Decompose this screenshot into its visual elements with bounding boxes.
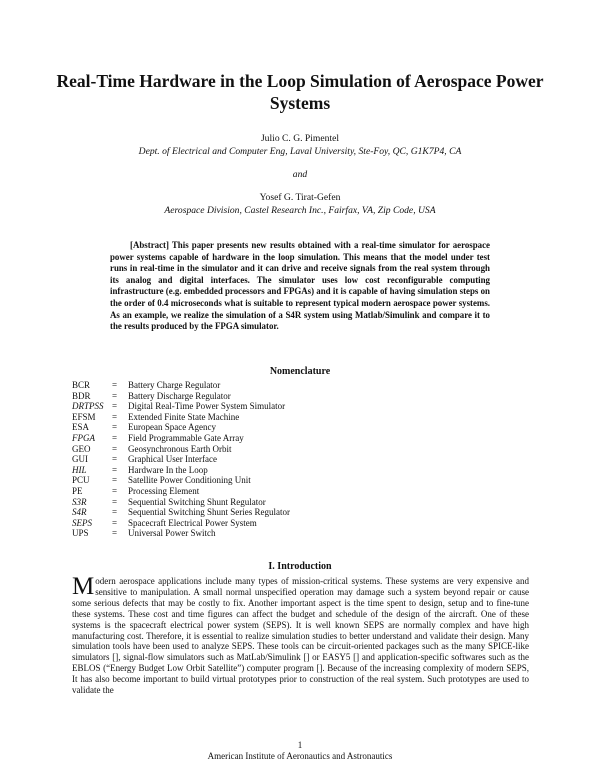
nomenclature-equals: = [112, 528, 118, 539]
nomenclature-row [72, 380, 290, 391]
nomenclature-row [72, 391, 290, 402]
nomenclature-equals: = [112, 517, 118, 528]
introduction-text: odern aerospace applications include many types of mission-critical systems. These systems are very expensive and sensitive to manipulation. A small normal unspecified operation may damage such a system beyond repair or cause some serious defects that may be costly to fix. Another important aspect is the time spent to design, setup and to fine-tune these systems. These cost and time figures can affect the budget and schedule of the design of the aircraft. One of these systems is the spacecraft electrical power system (SEPS). It is well known SEPS are normally complex and have high manufacturing cost. Therefore, it is essential to realize simulation studies to better understand and validate their design. Many simulation tools have been used to analyze SEPS. These tools can be circuit-oriented packages such as the many SPICE-like simulators [], signal-flow simulators such as MatLab/Simulink [] or EASY5 [] and application-specific softwares such as the EBLOS (“Energy Budget Low Orbit Satellite”) computer program []. Because of the increasing complexity of modern SEPS, It has also become important to build virtual prototypes prior to construction of the real system. Such prototypes are used to validate the [72, 576, 529, 696]
nomenclature-definition: Graphical User Interface [128, 454, 217, 465]
nomenclature-row [72, 486, 290, 497]
nomenclature-row [72, 422, 290, 433]
nomenclature-abbreviation: BCR [72, 380, 91, 390]
footer-organization: American Institute of Aeronautics and Astronautics [207, 751, 393, 761]
nomenclature-row [72, 454, 290, 465]
nomenclature-list [72, 380, 290, 539]
nomenclature-row [72, 475, 290, 486]
nomenclature-abbreviation: BDR [72, 390, 91, 401]
nomenclature-equals: = [112, 485, 118, 496]
nomenclature-equals: = [112, 464, 118, 475]
nomenclature-definition: Extended Finite State Machine [128, 411, 240, 422]
drop-cap: M [72, 573, 95, 600]
nomenclature-row [72, 528, 290, 539]
nomenclature-definition: Digital Real-Time Power System Simulator [128, 401, 286, 412]
nomenclature-definition: Universal Power Switch [128, 528, 216, 539]
nomenclature-abbreviation: PE [72, 485, 83, 496]
paper-title: Real-Time Hardware in the Loop Simulation of Aerospace Power Systems [56, 71, 544, 113]
nomenclature-abbreviation: PCU [72, 475, 90, 486]
nomenclature-equals: = [112, 496, 118, 507]
nomenclature-definition: Processing Element [128, 485, 200, 496]
nomenclature-definition: Geosynchronous Earth Orbit [128, 443, 232, 454]
author-1-name: Julio C. G. Pimentel [260, 133, 340, 144]
page-number: 1 [297, 740, 303, 750]
author-1-affiliation: Dept. of Electrical and Computer Eng, Laval University, Ste-Foy, QC, G1K7P4, CA [138, 146, 462, 157]
nomenclature-abbreviation: ESA [72, 422, 90, 433]
nomenclature-heading: Nomenclature [269, 366, 331, 377]
nomenclature-row [72, 497, 290, 508]
nomenclature-row [72, 433, 290, 444]
nomenclature-abbreviation: GEO [72, 443, 91, 454]
nomenclature-equals: = [112, 401, 118, 412]
nomenclature-definition: Battery Charge Regulator [128, 380, 221, 390]
nomenclature-equals: = [112, 411, 118, 422]
nomenclature-row [72, 412, 290, 423]
nomenclature-abbreviation: DRTPSS [72, 401, 104, 412]
abstract: [Abstract] This paper presents new results obtained with a real-time simulator for aerospace power systems capable of hardware in the loop simulation. This means that the model under test runs in real-time in the simulator and it can drive and receive signals from the real system through its analog and digital interfaces. The simulator uses low cost reconfigurable computing infrastructure (e.g. embedded processors and FPGAs) and it is capable of having simulation steps on the order of 0.4 microseconds what is suitable to represent typical modern aerospace power systems. As an example, we realize the simulation of a S4R system using Matlab/Simulink and compare it to the results produced by the FPGA simulator. [110, 240, 490, 332]
nomenclature-definition: Hardware In the Loop [128, 464, 208, 475]
nomenclature-definition: European Space Agency [128, 422, 216, 433]
nomenclature-abbreviation: UPS [72, 528, 89, 539]
author-block [40, 132, 560, 217]
nomenclature-abbreviation: S4R [72, 507, 87, 518]
nomenclature-row [72, 518, 290, 529]
nomenclature-row [72, 444, 290, 455]
nomenclature-equals: = [112, 380, 118, 390]
nomenclature-abbreviation: S3R [72, 496, 87, 507]
nomenclature-definition: Field Programmable Gate Array [128, 432, 244, 443]
introduction-paragraph [72, 573, 529, 696]
nomenclature-abbreviation: HIL [72, 464, 87, 475]
nomenclature-equals: = [112, 432, 118, 443]
nomenclature-equals: = [112, 454, 118, 465]
nomenclature-equals: = [112, 422, 118, 433]
nomenclature-abbreviation: GUI [72, 454, 88, 465]
nomenclature-definition: Satellite Power Conditioning Unit [128, 475, 251, 486]
nomenclature-row [72, 465, 290, 476]
nomenclature-abbreviation: FPGA [72, 432, 95, 443]
nomenclature-definition: Spacecraft Electrical Power System [128, 517, 257, 528]
nomenclature-definition: Sequential Switching Shunt Series Regulator [128, 507, 290, 518]
section-heading-introduction: I. Introduction [268, 561, 332, 572]
nomenclature-row [72, 401, 290, 412]
nomenclature-equals: = [112, 390, 118, 401]
nomenclature-definition: Battery Discharge Regulator [128, 390, 231, 401]
author-conjunction: and [292, 169, 308, 180]
nomenclature-equals: = [112, 443, 118, 454]
nomenclature-equals: = [112, 475, 118, 486]
author-2-name: Yosef G. Tirat-Gefen [259, 192, 341, 203]
nomenclature-equals: = [112, 507, 118, 518]
nomenclature-row [72, 507, 290, 518]
nomenclature-definition: Sequential Switching Shunt Regulator [128, 496, 266, 507]
nomenclature-abbreviation: EFSM [72, 411, 96, 422]
page-footer [40, 740, 560, 762]
author-2-affiliation: Aerospace Division, Castel Research Inc., Fairfax, VA, Zip Code, USA [164, 205, 436, 216]
nomenclature-abbreviation: SEPS [72, 517, 92, 528]
